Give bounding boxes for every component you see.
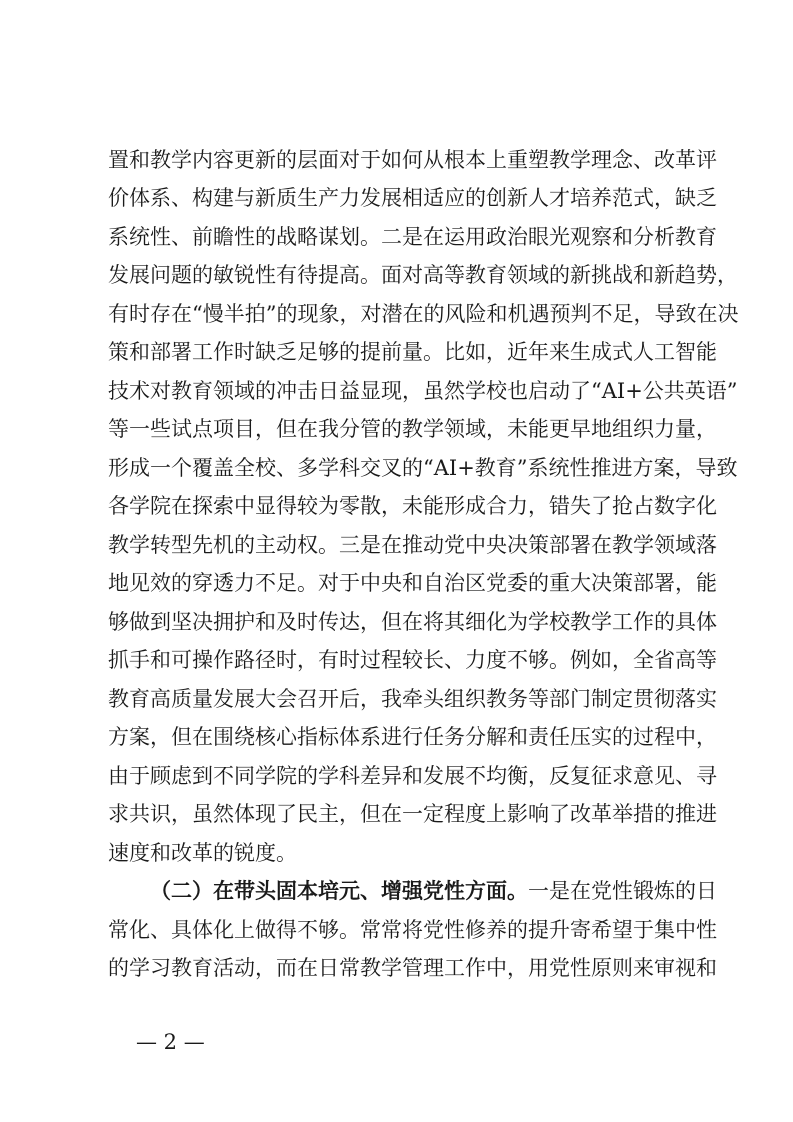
paragraph-line: 发展问题的敏锐性有待提高。面对高等教育领域的新挑战和新趋势， — [108, 263, 738, 287]
page-number: — 2 — — [136, 1030, 205, 1054]
paragraph-line: 系统性、前瞻性的战略谋划。二是在运用政治眼光观察和分析教育 — [108, 225, 717, 249]
section-heading: （二）在带头固本培元、增强党性方面。 — [150, 878, 528, 903]
paragraph-line: 各学院在探索中显得较为零散，未能形成合力，错失了抢占数字化 — [108, 494, 717, 518]
paragraph-line: 技术对教育领域的冲击日益显现，虽然学校也启动了“AI+公共英语” — [108, 379, 738, 403]
paragraph-line: 常化、具体化上做得不够。常常将党性修养的提升寄希望于集中性 — [108, 918, 717, 942]
section-heading-rest: 一是在党性锻炼的日 — [528, 879, 717, 903]
paragraph-line: 有时存在“慢半拍”的现象，对潜在的风险和机遇预判不足，导致在决 — [108, 302, 739, 326]
paragraph-line: 够做到坚决拥护和及时传达，但在将其细化为学校教学工作的具体 — [108, 610, 717, 634]
paragraph-line: 方案，但在围绕核心指标体系进行任务分解和责任压实的过程中， — [108, 725, 717, 749]
paragraph-line: 的学习教育活动，而在日常教学管理工作中，用党性原则来审视和 — [108, 956, 717, 980]
paragraph-line: 速度和改革的锐度。 — [108, 841, 297, 865]
paragraph-line: 价体系、构建与新质生产力发展相适应的创新人才培养范式，缺乏 — [108, 186, 717, 210]
paragraph-line: 地见效的穿透力不足。对于中央和自治区党委的重大决策部署，能 — [108, 571, 717, 595]
paragraph-line: 教育高质量发展大会召开后，我牵头组织教务等部门制定贯彻落实 — [108, 687, 717, 711]
paragraph-line: 策和部署工作时缺乏足够的提前量。比如，近年来生成式人工智能 — [108, 340, 717, 364]
section-heading-line — [150, 873, 717, 909]
paragraph-line: 求共识，虽然体现了民主，但在一定程度上影响了改革举措的推进 — [108, 802, 717, 826]
paragraph-line: 形成一个覆盖全校、多学科交叉的“AI+教育”系统性推进方案，导致 — [108, 456, 738, 480]
paragraph-line: 等一些试点项目，但在我分管的教学领域，未能更早地组织力量， — [108, 417, 717, 441]
paragraph-line: 抓手和可操作路径时，有时过程较长、力度不够。例如，全省高等 — [108, 648, 717, 672]
paragraph-line: 由于顾虑到不同学院的学科差异和发展不均衡，反复征求意见、寻 — [108, 764, 717, 788]
paragraph-line: 教学转型先机的主动权。三是在推动党中央决策部署在教学领域落 — [108, 533, 717, 557]
paragraph-line: 置和教学内容更新的层面对于如何从根本上重塑教学理念、改革评 — [108, 148, 717, 172]
